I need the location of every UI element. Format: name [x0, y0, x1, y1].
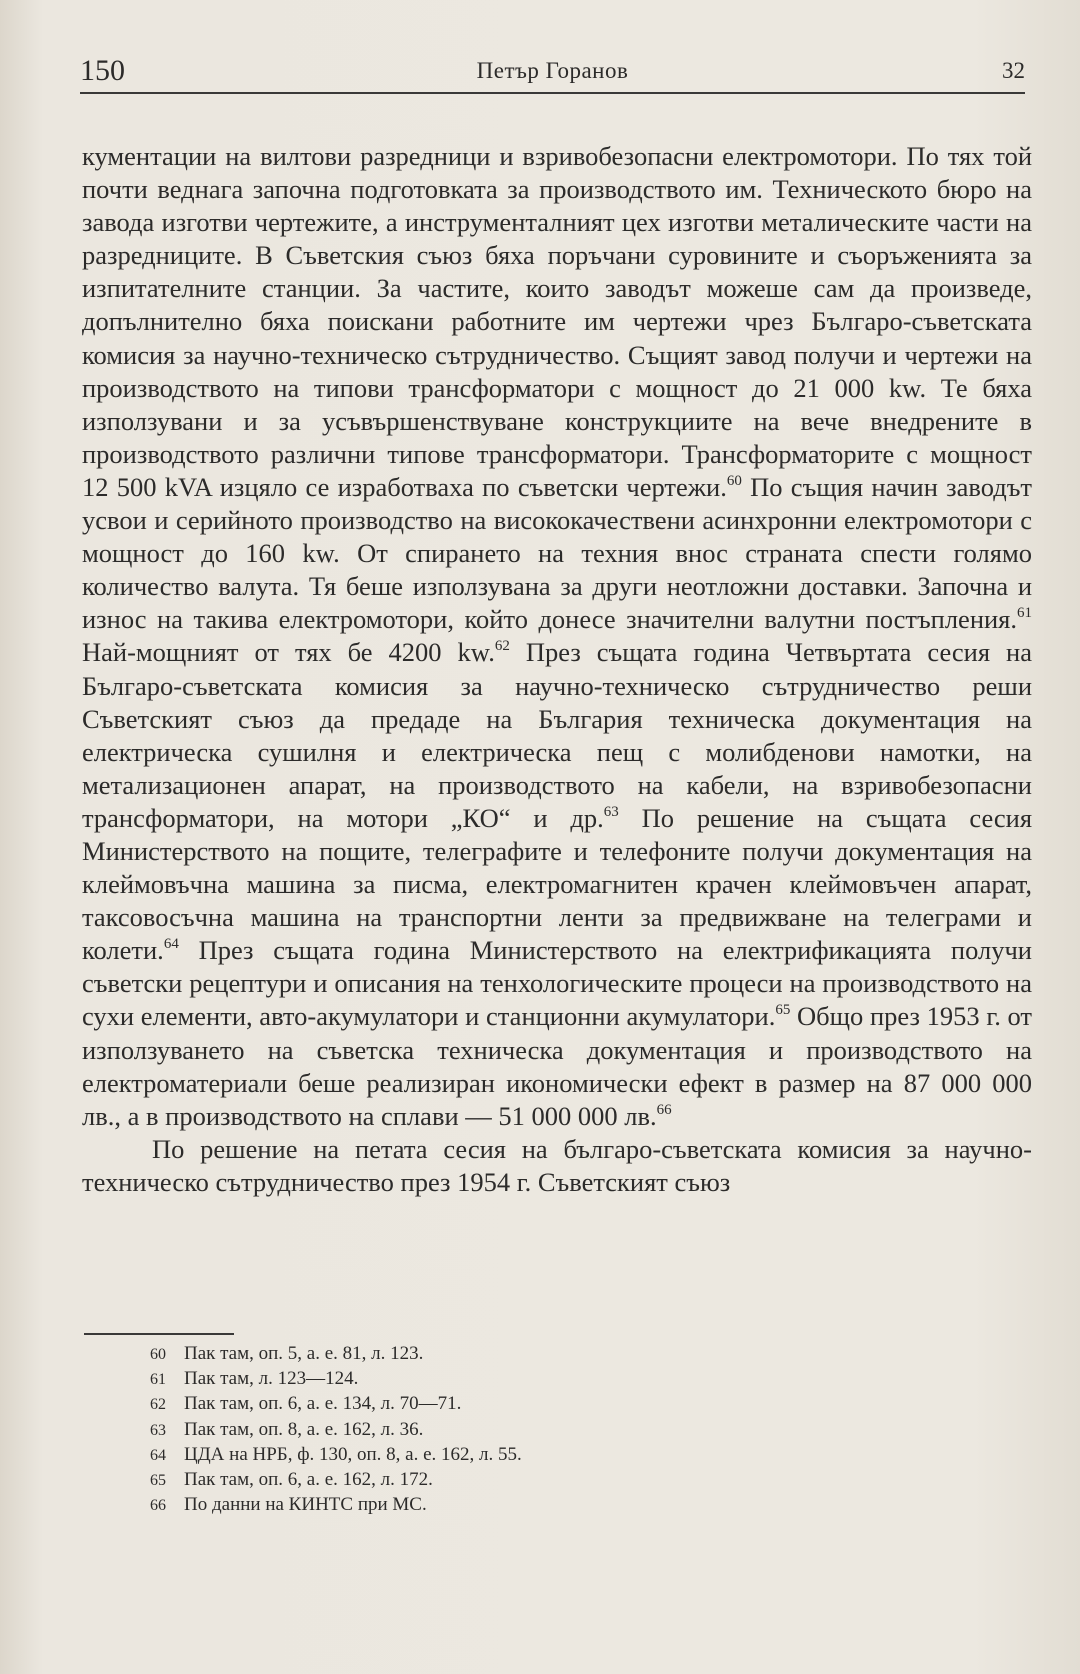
footnote-text: Пак там, оп. 8, а. е. 162, л. 36.	[184, 1418, 424, 1440]
footnote	[150, 1367, 850, 1392]
running-head: Петър Горанов	[476, 58, 629, 83]
footnote-number: 66	[150, 1497, 166, 1515]
chapter-number: 32	[1002, 58, 1025, 83]
text-run: През същата година Четвъртата сесия на Българо-съветската комисия за научно-техническо сътрудничество реши Съветският съюз да предаде на България техническа документация на електрическа сушилня и електрическа пещ с молибденови намотки, на метализационен апарат, на производството на кабели, на взривобезопасни трансформатори, на мотори „КО“ и др.	[82, 637, 1032, 833]
footnote-text: По данни на КИНТС при МС.	[184, 1494, 427, 1516]
footnote-ref: 63	[603, 803, 619, 820]
footnote-ref: 64	[163, 936, 179, 953]
footnote-ref: 62	[494, 638, 510, 655]
footnote-text: Пак там, оп. 6, а. е. 134, л. 70—71.	[184, 1393, 462, 1415]
footnote	[150, 1392, 850, 1417]
footnote-number: 62	[150, 1396, 166, 1414]
footnotes	[150, 1342, 850, 1518]
text-run: кументации на вилтови разредници и взривобезопасни електромотори. По тях той почти веднага започна подготовката за производството им. Техническото бюро на завода изготви чертежите, а инструменталният цех изготви металическите части на разредниците. В Съветския съюз бяха поръчани суровините и съоръженията за изпитателните станции. За частите, които заводът можеше сам да произведе, допълнително бяха поискани работните им чертежи чрез Българо-съветската комисия за научно-техническо сътрудничество. Същият завод получи и чертежи на производството на типови трансформатори с мощност до 21 000 kw. Те бяха използувани и за усъвършенствуване конструкциите на вече внедрените в производството различни типове трансформатори. Трансформаторите с мощност 12 500 kVA изцяло се изработваха по съветски чертежи.	[82, 141, 1032, 502]
footnote-ref: 66	[656, 1101, 672, 1118]
footnote	[150, 1443, 850, 1468]
footnote-text: Пак там, оп. 6, а. е. 162, л. 172.	[184, 1469, 433, 1491]
footnote	[150, 1468, 850, 1493]
text-run: През същата година Министерството на електрификацията получи съветски рецептури и описания на тенхологическите процеси на производството на сухи елементи, авто-акумулатори и станционни акумулатори.	[82, 935, 1032, 1032]
text-run: Общо през 1953 г. от използуването на съветска техническа документация и производството на електроматериали беше реализиран икономически ефект в размер на 87 000 000 лв., а в производството на сплави — 51 000 000 лв.	[82, 1001, 1032, 1131]
footnote-number: 65	[150, 1472, 166, 1490]
footnote-text: ЦДА на НРБ, ф. 130, оп. 8, а. е. 162, л. 55.	[184, 1443, 522, 1465]
footnote	[150, 1493, 850, 1518]
header-rule	[80, 92, 1025, 94]
page-header	[80, 48, 1025, 88]
page-number: 150	[80, 54, 125, 87]
footnote-ref: 60	[726, 472, 742, 489]
footnote-text: Пак там, л. 123—124.	[184, 1368, 359, 1390]
footnote-number: 60	[150, 1346, 166, 1363]
text-run: По решение на същата сесия Министерството на пощите, телеграфите и телефоните получи документация на клеймовъчна машина за писма, електромагнитен крачен клеймовъчен апарат, таксовосъчна машина на транспортни ленти за предвижване на телеграми и колети.	[82, 802, 1033, 966]
footnote-number: 61	[150, 1371, 166, 1389]
footnote-rule	[84, 1333, 234, 1335]
body-text	[82, 140, 1032, 1199]
text-run: Най-мощният от тях бе 4200 kw.	[82, 637, 495, 668]
footnote-ref: 61	[1017, 605, 1032, 622]
footnote-ref: 65	[775, 1002, 791, 1019]
footnote-number: 64	[150, 1446, 166, 1464]
paragraph: По решение на петата сесия на българо-съветската комисия за научно-техническо сътрудничество през 1954 г. Съветският съюз	[82, 1133, 1032, 1197]
footnote	[150, 1418, 850, 1443]
footnote	[150, 1342, 850, 1367]
text-run: По същия начин заводът усвои и серийното производство на висококачествени асинхронни електромотори с мощност до 160 kw. От спирането на техния внос страната спести голямо количество валута. Тя беше използувана за други неотложни доставки. Започна и износ на такива електромотори, който донесе значителни валутни постъпления.	[82, 471, 1032, 635]
footnote-text: Пак там, оп. 5, а. е. 81, л. 123.	[184, 1343, 424, 1364]
paragraph	[82, 140, 1032, 1133]
footnote-number: 63	[150, 1421, 166, 1439]
